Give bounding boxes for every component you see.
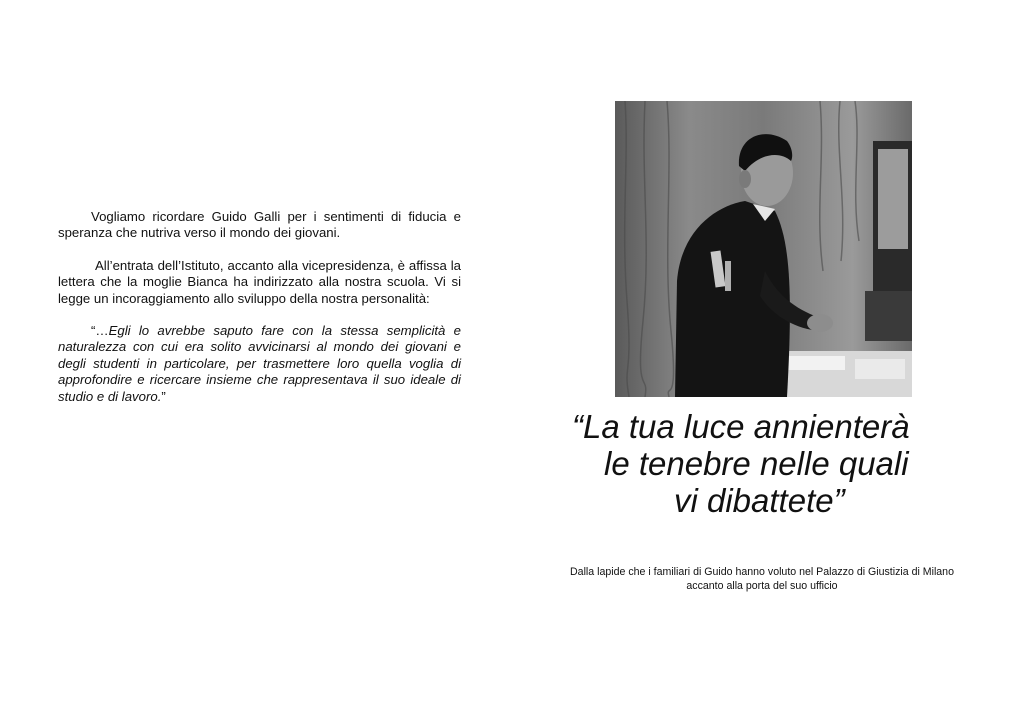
- quote-line-3: vi dibattete”: [674, 482, 845, 519]
- paragraph-intro: Vogliamo ricordare Guido Galli per i sentimenti di fiducia e speranza che nutriva verso il mondo dei giovani.: [58, 209, 461, 241]
- paragraph-quotation: [58, 323, 461, 405]
- quote-line-2: le tenebre nelle quali: [604, 445, 909, 482]
- quotation-text: Egli lo avrebbe saputo fare con la stessa semplicità e naturalezza con cui era solito avvicinarsi al mondo dei giovani e degli studenti in particolare, per trasmettere loro quella voglia di approfondire e ricercare insieme che rappresentava il suo ideale di studio e di lavoro.: [58, 323, 461, 404]
- quotation-open: “…: [91, 323, 109, 339]
- caption-line-1: Dalla lapide che i familiari di Guido hanno voluto nel Palazzo di Giustizia di Milano: [570, 566, 954, 578]
- quotation-close: ”: [161, 388, 166, 404]
- caption-line-2: accanto alla porta del suo ufficio: [686, 579, 838, 592]
- portrait-photo: [615, 101, 912, 397]
- quote-line-1: “La tua luce annienterà: [572, 408, 910, 445]
- paragraph-letter: All’entrata dell’Istituto, accanto alla vicepresidenza, è affissa la lettera che la moglie Bianca ha indirizzato alla nostra scuola. Vi si legge un incoraggiamento allo sviluppo della nostra personalità:: [58, 257, 461, 306]
- quote-source-caption: [540, 566, 984, 593]
- memorial-quote: [560, 408, 980, 519]
- memorial-text: [58, 209, 461, 421]
